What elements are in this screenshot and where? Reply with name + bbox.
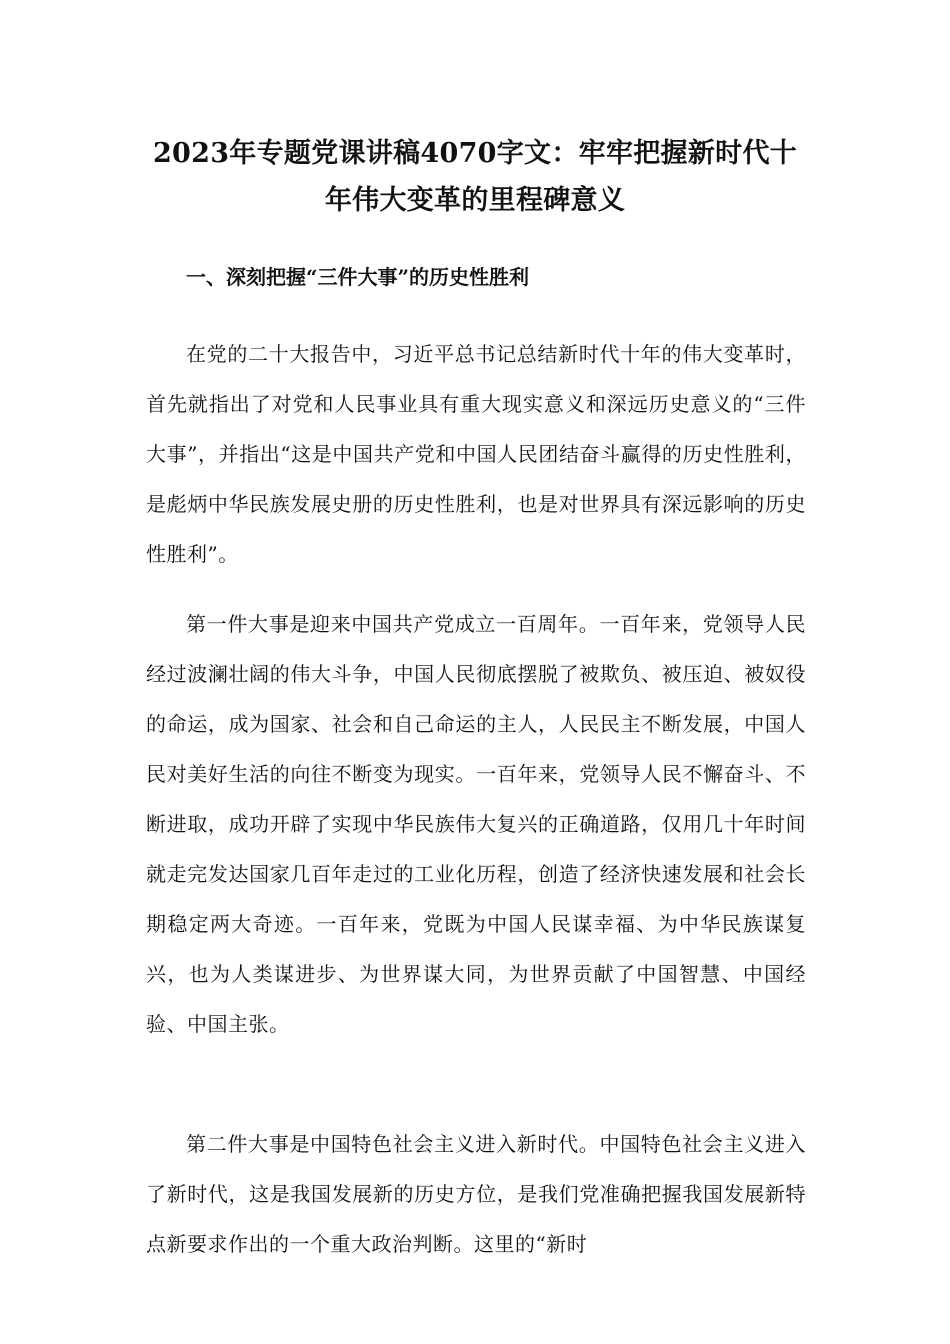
document-title: 2023年专题党课讲稿4070字文：牢牢把握新时代十年伟大变革的里程碑意义 xyxy=(152,138,798,216)
section-heading: 一、深刻把握“三件大事”的历史性胜利 xyxy=(186,265,530,289)
paragraph-1: 在党的二十大报告中，习近平总书记总结新时代十年的伟大变革时，首先就指出了对党和人民事业具有重大现实意义和深远历史意义的“三件大事”，并指出“这是中国共产党和中国人民团结奋斗赢得的历史性胜利，是彪炳中华民族发展史册的历史性胜利，也是对世界具有深远影响的历史性胜利”。 xyxy=(146,342,806,566)
paragraph-2: 第一件大事是迎来中国共产党成立一百周年。一百年来，党领导人民经过波澜壮阔的伟大斗争，中国人民彻底摆脱了被欺负、被压迫、被奴役的命运，成为国家、社会和自己命运的主人，人民民主不断发展，中国人民对美好生活的向往不断变为现实。一百年来，党领导人民不懈奋斗、不断进取，成功开辟了实现中华民族伟大复兴的正确道路，仅用几十年时间就走完发达国家几百年走过的工业化历程，创造了经济快速发展和社会长期稳定两大奇迹。一百年来，党既为中国人民谋幸福、为中华民族谋复兴，也为人类谋进步、为世界谋大同，为世界贡献了中国智慧、中国经验、中国主张。 xyxy=(146,612,806,1036)
paragraph-3: 第二件大事是中国特色社会主义进入新时代。中国特色社会主义进入了新时代，这是我国发展新的历史方位，是我们党准确把握我国发展新特点新要求作出的一个重大政治判断。这里的“新时 xyxy=(146,1132,806,1256)
